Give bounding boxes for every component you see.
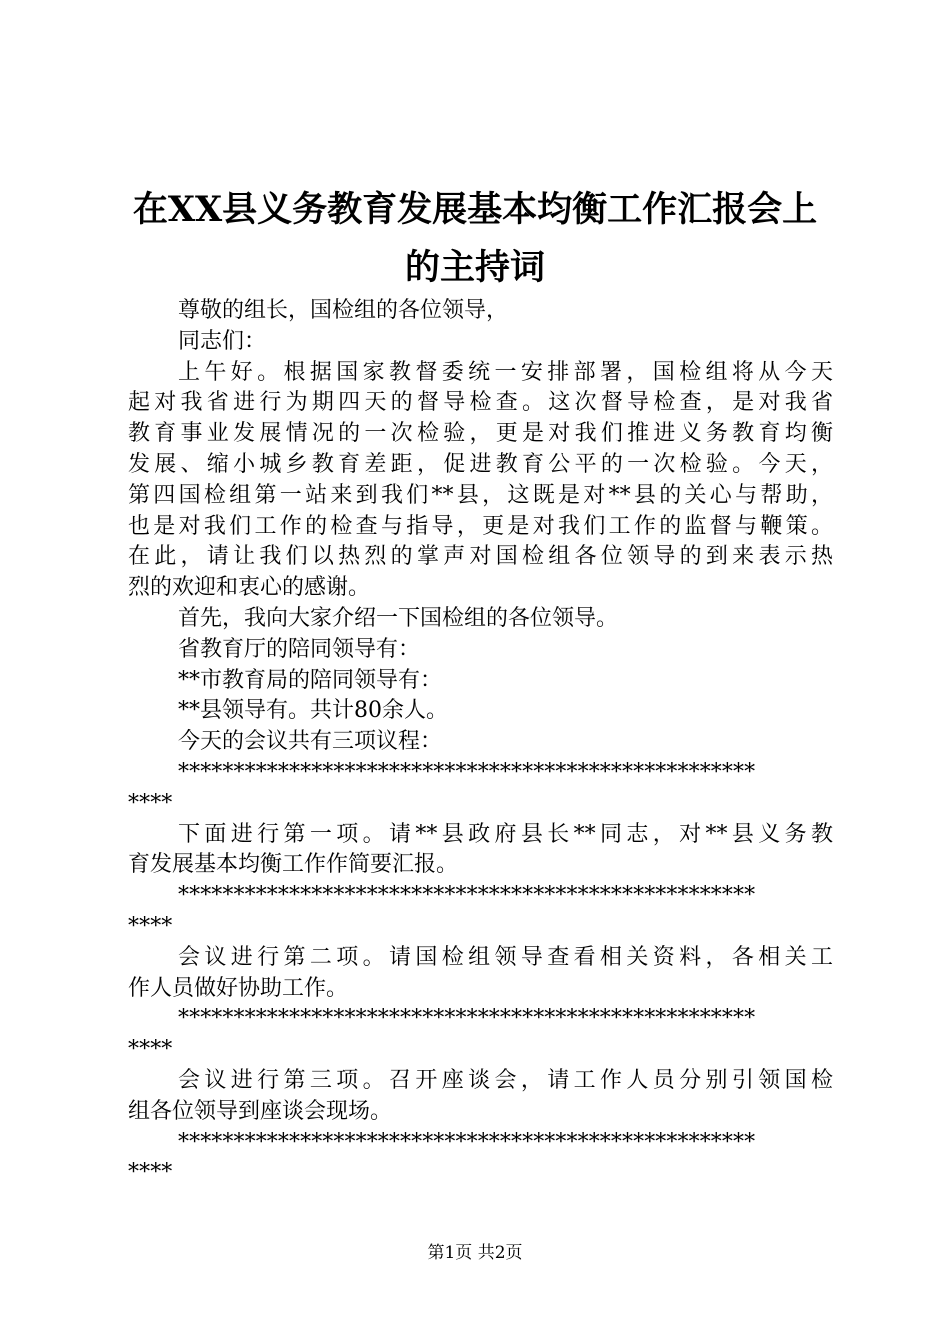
body-text-line: 在此，请让我们以热烈的掌声对国检组各位领导的到来表示热	[128, 544, 833, 570]
body-text-line: ****************************************************	[178, 759, 756, 785]
body-text-line: ****	[128, 790, 173, 816]
body-text-line: 上午好。根据国家教督委统一安排部署，国检组将从今天	[178, 359, 833, 385]
body-text-line: ****	[128, 1037, 173, 1063]
document-title-line-1: 在XX县义务教育发展基本均衡工作汇报会上	[132, 189, 818, 230]
body-text-line: 发展、缩小城乡教育差距，促进教育公平的一次检验。今天，	[128, 451, 833, 477]
body-text-line: 组各位领导到座谈会现场。	[128, 1098, 393, 1124]
body-text-line: 同志们：	[178, 328, 267, 354]
body-text-line: ****	[128, 1160, 173, 1186]
body-text-line: 育发展基本均衡工作作简要汇报。	[128, 852, 459, 878]
body-text-line: ****************************************************	[178, 1006, 756, 1032]
body-text-line: 省教育厅的陪同领导有：	[178, 636, 421, 662]
body-text-line: 起对我省进行为期四天的督导检查。这次督导检查，是对我省	[128, 390, 833, 416]
body-text-line: **县领导有。共计80余人。	[178, 698, 448, 724]
body-text-line: ****************************************************	[178, 883, 756, 909]
page-footer: 第1页 共2页	[427, 1243, 523, 1263]
body-text-line: 首先，我向大家介绍一下国检组的各位领导。	[178, 605, 619, 631]
document-title-line-2: 的主持词	[404, 247, 545, 288]
body-text-line: 作人员做好协助工作。	[128, 975, 349, 1001]
body-text-line: 教育事业发展情况的一次检验，更是对我们推进义务教育均衡	[128, 421, 833, 447]
body-text-line: 会议进行第二项。请国检组领导查看相关资料，各相关工	[178, 944, 833, 970]
body-text-line: 尊敬的组长，国检组的各位领导，	[178, 298, 509, 323]
body-text-line: 烈的欢迎和衷心的感谢。	[128, 575, 371, 601]
body-text-line: ****************************************************	[178, 1129, 756, 1155]
body-text-line: 会议进行第三项。召开座谈会，请工作人员分别引领国检	[178, 1067, 833, 1093]
body-text-line: ****	[128, 913, 173, 939]
body-text-line: **市教育局的陪同领导有：	[178, 667, 443, 693]
body-text-line: 第四国检组第一站来到我们**县，这既是对**县的关心与帮助，	[128, 482, 833, 508]
document-body	[128, 296, 833, 1189]
body-text-line: 也是对我们工作的检查与指导，更是对我们工作的监督与鞭策。	[128, 513, 833, 539]
body-text-line: 今天的会议共有三项议程：	[178, 729, 443, 755]
body-text-line: 下面进行第一项。请**县政府县长**同志，对**县义务教	[178, 821, 833, 847]
